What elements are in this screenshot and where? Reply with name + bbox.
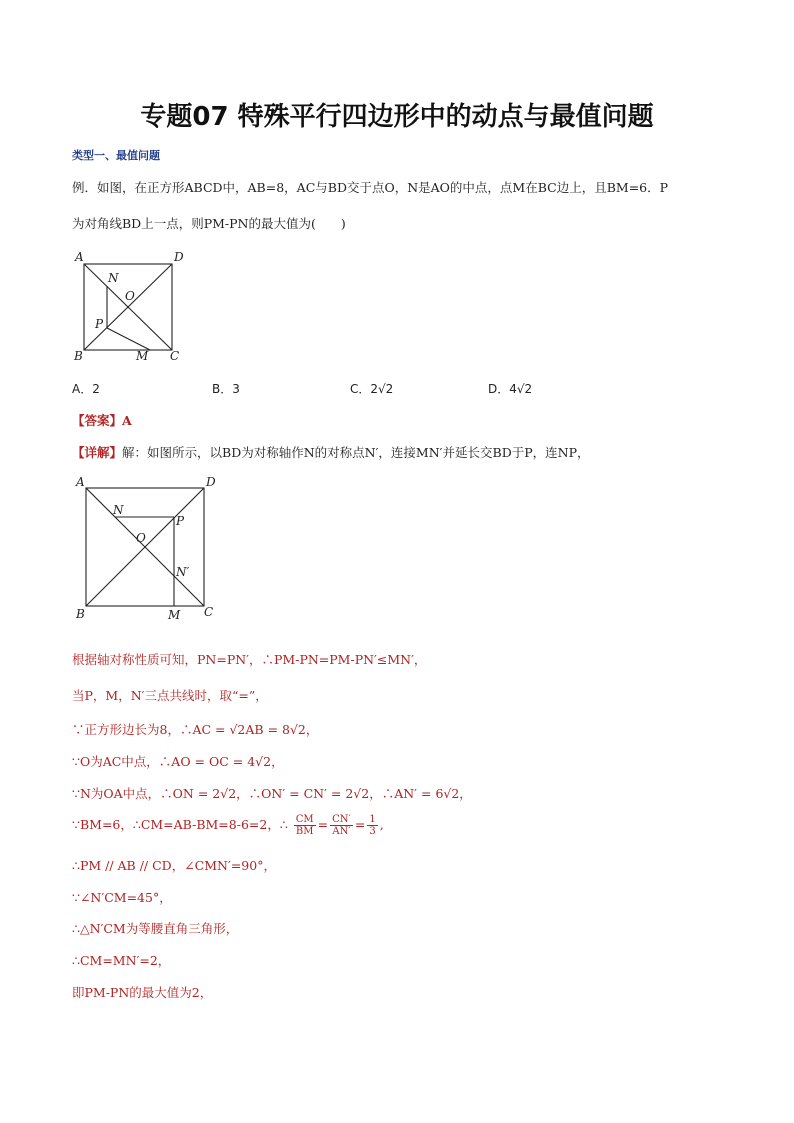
label-d: D: [174, 250, 184, 264]
label-c-2: C: [204, 605, 214, 619]
solution-line-8: ∵∠N′CM=45°，: [72, 890, 172, 905]
fraction-cm-bm: [294, 814, 316, 837]
option-b: B．3: [212, 382, 240, 396]
label-b-2: B: [76, 607, 85, 621]
label-o: O: [125, 289, 135, 303]
fraction-denominator: 3: [369, 826, 376, 837]
solution-line-2: 当P，M，N′三点共线时，取“=”，: [72, 688, 268, 703]
answer-tag: 【答案】: [72, 413, 123, 428]
problem-line-2: 为对角线BD上一点，则PM-PN的最大值为( ): [72, 216, 346, 231]
solution-line-5: ∵N为OA中点，∴ON = 2√2，∴ON′ = CN′ = 2√2，∴AN′ = 6√2，: [72, 786, 472, 801]
fraction-numerator: 1: [369, 814, 376, 825]
label-p: P: [95, 317, 104, 331]
label-m: M: [136, 349, 149, 363]
detail-tag: 【详解】: [72, 445, 123, 460]
solution-line-6: ∵BM=6，∴CM=AB-BM=8-6=2，∴ $\frac{CM}{BM}$ = $\frac{CN'}{AN'}$ = $\frac{1}{3}$ ,: [72, 814, 384, 837]
fraction-cn-an: [330, 814, 353, 837]
label-n: N: [108, 271, 119, 285]
label-a-2: A: [76, 475, 85, 489]
solution-line-9: ∴△N′CM为等腰直角三角形，: [72, 921, 239, 936]
label-c: C: [170, 349, 180, 363]
fraction-numerator: CM: [295, 814, 314, 825]
label-d-2: D: [206, 475, 216, 489]
option-d: D．4√2: [488, 382, 533, 396]
label-o-2: O: [136, 531, 146, 545]
fraction-denominator: BM: [295, 826, 314, 837]
figure-1-square: [70, 248, 200, 366]
detail-line: [72, 443, 589, 461]
fraction-one-third: [367, 814, 377, 837]
detail-text: 解：如图所示，以BD为对称轴作N的对称点N′，连接MN′并延长交BD于P，连NP，: [122, 445, 590, 460]
option-a: A．2: [72, 382, 100, 396]
segment-pm: [107, 328, 150, 350]
figure-2-square: [70, 474, 230, 624]
solution-line-7: ∴PM // AB // CD，∠CMN′=90°，: [72, 858, 276, 873]
solution-line-4: ∵O为AC中点，∴AO = OC = 4√2，: [72, 754, 284, 769]
label-b: B: [74, 349, 83, 363]
problem-line-1: 例．如图，在正方形ABCD中，AB=8，AC与BD交于点O，N是AO的中点，点M在BC边上，且BM=6．P: [72, 180, 669, 195]
solution-line-6-text: ∵BM=6，∴CM=AB-BM=8-6=2，∴: [72, 817, 288, 832]
section-heading: 类型一、最值问题: [72, 149, 160, 162]
label-m-2: M: [168, 608, 181, 622]
solution-line-10: ∴CM=MN′=2，: [72, 953, 171, 968]
page-title: 专题07 特殊平行四边形中的动点与最值问题: [140, 102, 654, 132]
label-p-2: P: [176, 514, 185, 528]
fraction-denominator: AN′: [332, 826, 351, 837]
label-n-2: N: [113, 503, 124, 517]
answer-line: [72, 411, 132, 429]
option-c: C．2√2: [350, 382, 394, 396]
label-a: A: [75, 250, 84, 264]
label-n-prime: N′: [176, 565, 190, 579]
solution-line-1: 根据轴对称性质可知，PN=PN′，∴PM-PN=PM-PN′≤MN′，: [72, 652, 427, 667]
solution-line-3: ∵正方形边长为8，∴AC = √2AB = 8√2，: [72, 722, 319, 737]
fraction-numerator: CN′: [332, 814, 351, 825]
solution-line-11: 即PM-PN的最大值为2，: [72, 985, 213, 1000]
answer-value: A: [122, 413, 132, 428]
